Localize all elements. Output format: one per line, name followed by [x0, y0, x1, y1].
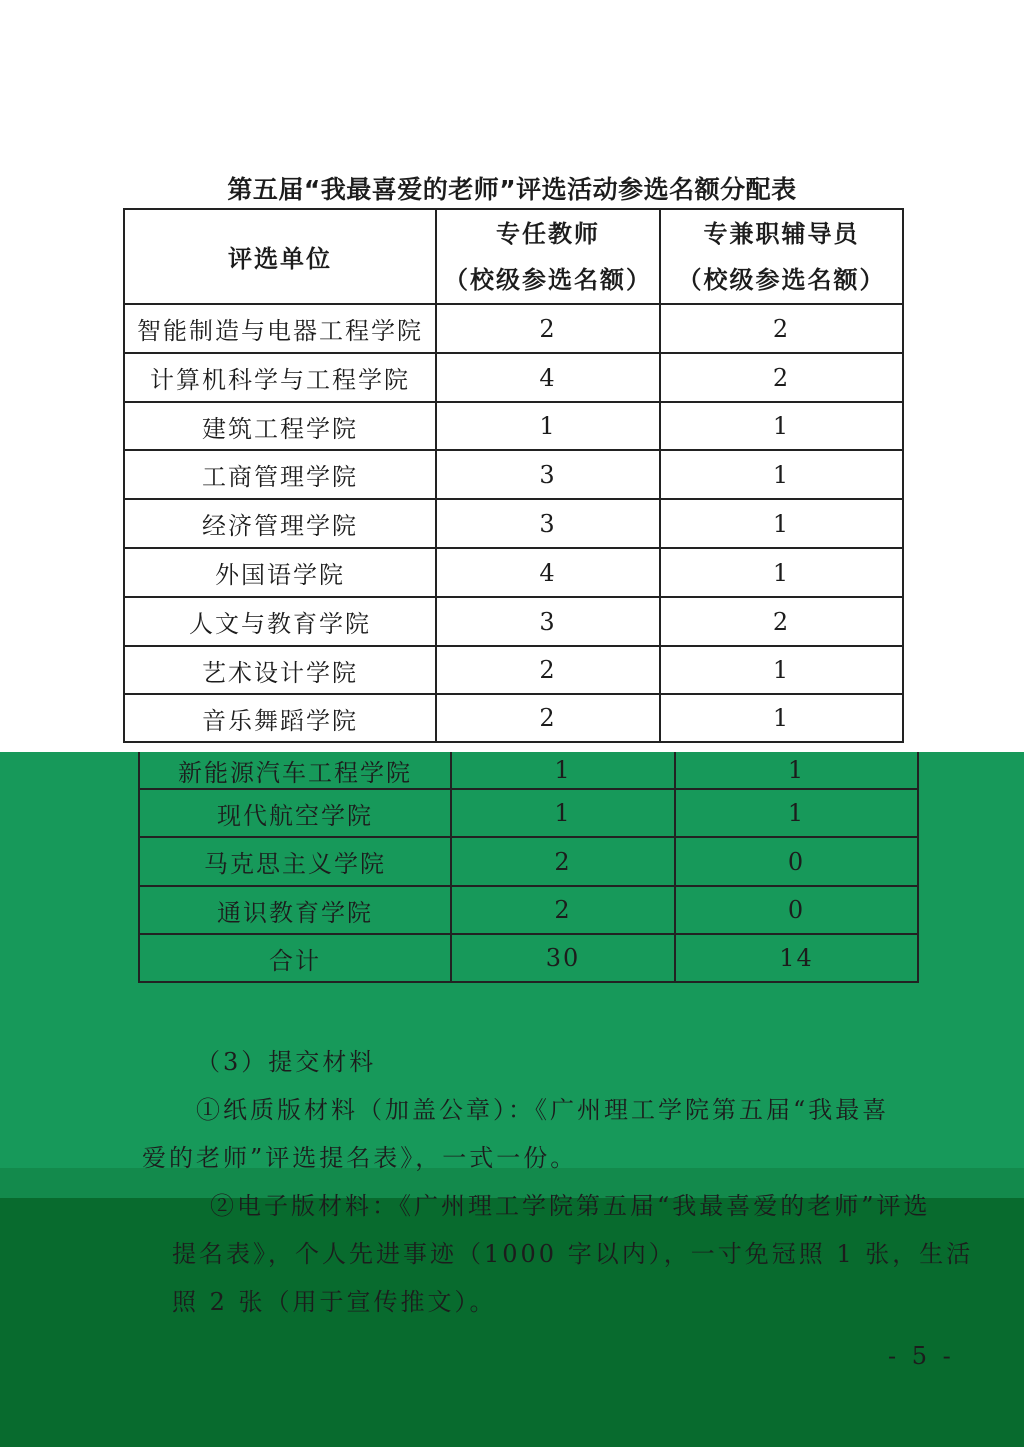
table-total-row: [139, 934, 918, 982]
table-row: [139, 752, 918, 789]
row-counselor: 1: [660, 402, 903, 450]
page-number: - 5 -: [888, 1342, 955, 1370]
row-unit: 建筑工程学院: [124, 402, 436, 450]
section-heading: （3）提交材料: [196, 1048, 377, 1076]
row-unit: 通识教育学院: [139, 886, 451, 934]
row-counselor: 2: [660, 597, 903, 646]
row-counselor: 1: [660, 499, 903, 548]
total-unit: 合计: [139, 934, 451, 982]
row-counselor: 2: [660, 304, 903, 353]
row-counselor: 0: [675, 886, 918, 934]
table-title: 第五届“我最喜爱的老师”评选活动参选名额分配表: [227, 175, 797, 204]
row-teacher: 3: [436, 499, 660, 548]
row-counselor: 1: [675, 789, 918, 837]
row-unit: 计算机科学与工程学院: [124, 353, 436, 402]
row-teacher: 2: [451, 837, 675, 886]
header-unit: 评选单位: [124, 209, 436, 304]
row-unit: 现代航空学院: [139, 789, 451, 837]
table-row: [124, 353, 903, 402]
row-counselor: 1: [660, 450, 903, 499]
row-teacher: 1: [451, 789, 675, 837]
item1-line2: 爱的老师”评选提名表》，一式一份。: [142, 1144, 578, 1172]
row-counselor: 2: [660, 353, 903, 402]
row-unit: 经济管理学院: [124, 499, 436, 548]
table-row: [124, 402, 903, 450]
row-unit: 新能源汽车工程学院: [139, 752, 451, 789]
header-teacher: [436, 209, 660, 304]
item2-line2: 提名表》，个人先进事迹（1000 字以内），一寸免冠照 1 张，生活: [172, 1240, 974, 1268]
table-row: [124, 646, 903, 694]
row-teacher: 2: [436, 304, 660, 353]
row-unit: 外国语学院: [124, 548, 436, 597]
header-counselor-line1: 专兼职辅导员: [703, 219, 860, 248]
item2-line1: ②电子版材料：《广州理工学院第五届“我最喜爱的老师”评选: [210, 1192, 931, 1220]
row-teacher: 4: [436, 548, 660, 597]
item1-line1: ①纸质版材料（加盖公章）：《广州理工学院第五届“我最喜: [196, 1096, 890, 1124]
table-row: [124, 597, 903, 646]
table-row: [124, 304, 903, 353]
row-counselor: 1: [675, 752, 918, 789]
total-counselor: 14: [675, 934, 918, 982]
table-header-row: [124, 209, 903, 304]
row-teacher: 1: [451, 752, 675, 789]
header-counselor: [660, 209, 903, 304]
total-teacher: 30: [451, 934, 675, 982]
row-teacher: 2: [436, 646, 660, 694]
row-unit: 工商管理学院: [124, 450, 436, 499]
row-counselor: 1: [660, 646, 903, 694]
header-teacher-line2: （校级参选名额）: [444, 265, 652, 294]
row-teacher: 2: [451, 886, 675, 934]
table-row: [139, 886, 918, 934]
item2-line3: 照 2 张（用于宣传推文）。: [172, 1288, 497, 1316]
row-teacher: 3: [436, 597, 660, 646]
quota-table-top: [123, 208, 904, 743]
table-row: [124, 548, 903, 597]
row-unit: 人文与教育学院: [124, 597, 436, 646]
table-row: [139, 789, 918, 837]
table-row: [124, 694, 903, 742]
row-teacher: 3: [436, 450, 660, 499]
row-teacher: 1: [436, 402, 660, 450]
quota-table-bottom: [138, 752, 919, 983]
row-unit: 艺术设计学院: [124, 646, 436, 694]
table-row: [124, 499, 903, 548]
row-unit: 马克思主义学院: [139, 837, 451, 886]
row-teacher: 2: [436, 694, 660, 742]
header-counselor-line2: （校级参选名额）: [677, 265, 886, 294]
row-unit: 智能制造与电器工程学院: [124, 304, 436, 353]
header-teacher-line1: 专任教师: [496, 219, 600, 248]
row-counselor: 1: [660, 694, 903, 742]
table-row: [139, 837, 918, 886]
row-teacher: 4: [436, 353, 660, 402]
table-row: [124, 450, 903, 499]
row-unit: 音乐舞蹈学院: [124, 694, 436, 742]
row-counselor: 0: [675, 837, 918, 886]
row-counselor: 1: [660, 548, 903, 597]
